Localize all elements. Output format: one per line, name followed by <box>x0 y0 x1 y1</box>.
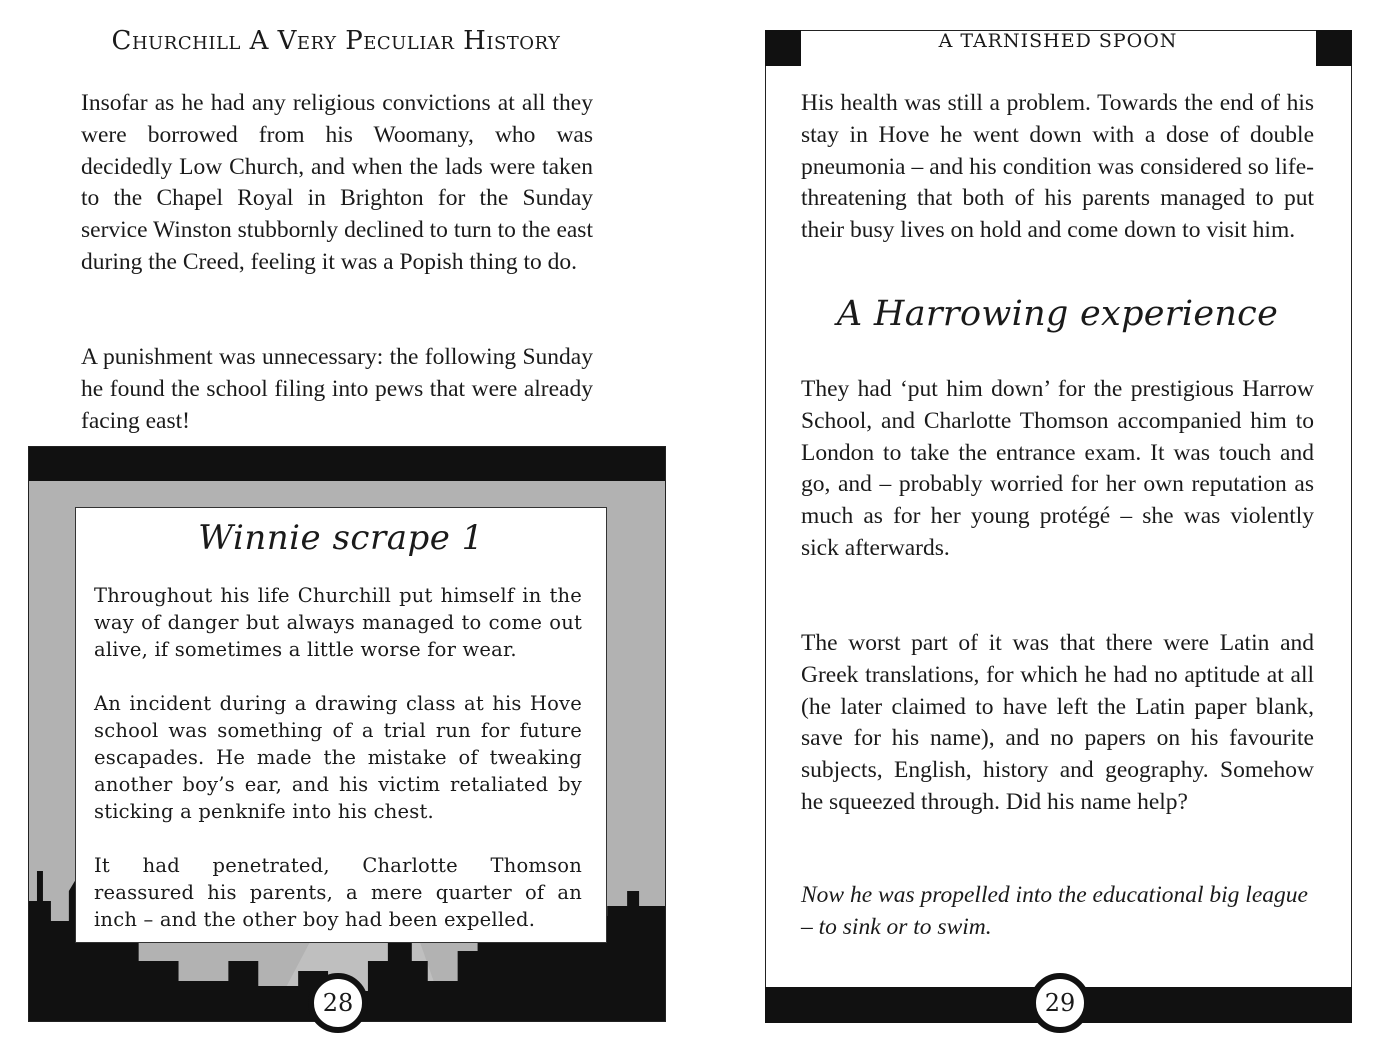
closing-italic-text: Now he was propelled into the educational big league – to sink or to swim. <box>801 882 1308 940</box>
sidebar-paragraph-2: An incident during a drawing class at his Hove school was something of a trial run for future escapades. He made the mistake of tweaking another boy’s ear, and his victim retaliated by sticking a penknife into his chest. <box>94 692 582 823</box>
winnie-scrape-sidebar <box>28 446 666 1022</box>
left-paragraph-1: Insofar as he had any religious convictions at all they were borrowed from his Woomany, who was decidedly Low Church, and when the lads were taken to the Chapel Royal in Brighton for the Sunday service Winston stubbornly declined to turn to the east during the Creed, feeling it was a Popish thing to do. <box>81 90 593 275</box>
right-paragraph-3: The worst part of it was that there were Latin and Greek translations, for which he had no aptitude at all (he later claimed to have left the Latin paper blank, save for his name), and no papers on his favourite subjects, English, history and geography. Somehow he squeezed through. Did his name help? <box>801 630 1314 815</box>
right-paragraph-1: His health was still a problem. Towards the end of his stay in Hove he went down with a dose of double pneumonia – and his condition was considered so life-threatening that both of his parents managed to put their busy lives on hold and come down to visit him. <box>801 90 1314 244</box>
sidebar-top-bar <box>29 447 665 481</box>
right-running-header: A TARNISHED SPOON <box>938 30 1178 52</box>
sidebar-paragraph-3: It had penetrated, Charlotte Thomson reassured his parents, a mere quarter of an inch – and the other boy had been expelled. <box>94 854 582 931</box>
sidebar-title: Winnie scrape 1 <box>198 518 484 558</box>
left-running-header: Churchill A Very Peculiar History <box>111 26 561 56</box>
left-paragraph-2: A punishment was unnecessary: the following Sunday he found the school filing into pews that were already facing east! <box>81 344 593 434</box>
sidebar-card <box>75 507 607 943</box>
right-paragraph-2: They had ‘put him down’ for the prestigious Harrow School, and Charlotte Thomson accompanied him to London to take the entrance exam. It was touch and go, and – probably worried for her own reputation as much as for her young protégé – she was violently sick afterwards. <box>801 376 1314 561</box>
sidebar-paragraph-1: Throughout his life Churchill put himself in the way of danger but always managed to come out alive, if sometimes a little worse for wear. <box>94 584 582 661</box>
right-page-number: 29 <box>1030 973 1090 1033</box>
section-heading: A Harrowing experience <box>836 294 1279 334</box>
left-page-number: 28 <box>308 973 368 1033</box>
corner-block-top-right <box>1316 30 1352 66</box>
corner-block-top-left <box>765 30 801 66</box>
